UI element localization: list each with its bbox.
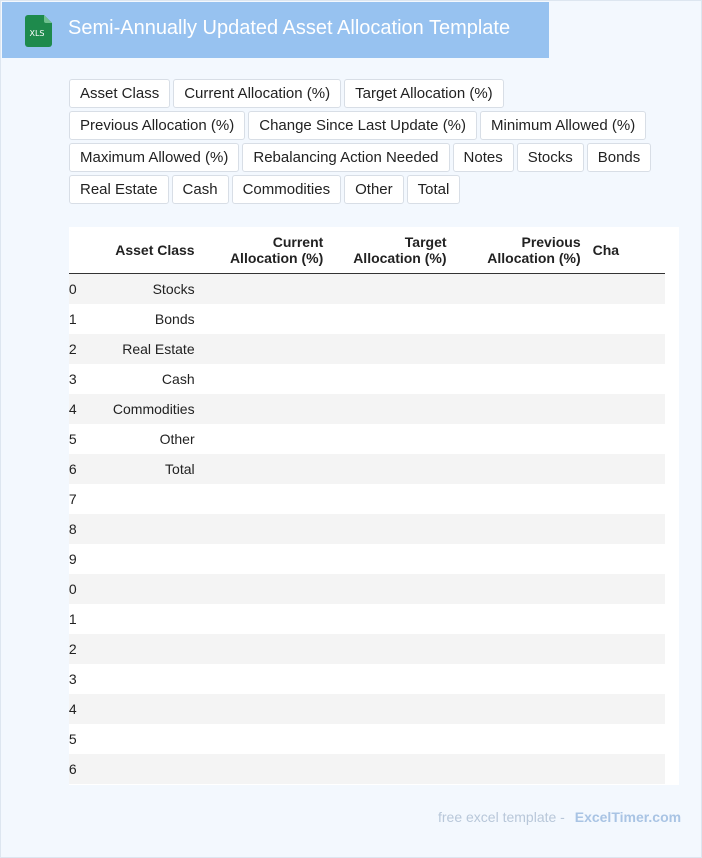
column-tag[interactable]: Maximum Allowed (%) [69, 143, 239, 172]
asset-class-cell [83, 664, 201, 694]
table-cell [329, 514, 452, 544]
row-index-cell: 0 [69, 574, 83, 604]
table-row [69, 574, 665, 604]
asset-class-cell: Cash [83, 364, 201, 394]
asset-class-cell [83, 724, 201, 754]
column-tag[interactable]: Rebalancing Action Needed [242, 143, 449, 172]
table-row [69, 454, 665, 484]
table-cell [587, 574, 665, 604]
table-cell [329, 424, 452, 454]
row-index-cell: 6 [69, 454, 83, 484]
table-cell [329, 604, 452, 634]
table-cell [587, 634, 665, 664]
asset-class-cell [83, 604, 201, 634]
table-cell [201, 273, 330, 304]
table-cell [453, 694, 587, 724]
table-cell [201, 304, 330, 334]
row-index-cell: 0 [69, 273, 83, 304]
table-cell [329, 454, 452, 484]
table-cell [329, 364, 452, 394]
table-row [69, 664, 665, 694]
table-cell [587, 424, 665, 454]
table-cell [587, 664, 665, 694]
table-row [69, 364, 665, 394]
table-row [69, 334, 665, 364]
asset-class-cell: Bonds [83, 304, 201, 334]
table-cell [453, 604, 587, 634]
column-tag[interactable]: Bonds [587, 143, 652, 172]
table-cell [587, 394, 665, 424]
table-cell [201, 394, 330, 424]
asset-class-cell [83, 484, 201, 514]
table-cell [201, 724, 330, 754]
table-cell [587, 604, 665, 634]
asset-class-cell [83, 544, 201, 574]
column-header: Cha [587, 227, 665, 273]
table-cell [201, 544, 330, 574]
column-tag[interactable]: Notes [453, 143, 514, 172]
table-cell [453, 394, 587, 424]
table-cell [201, 514, 330, 544]
table-row [69, 754, 665, 784]
data-table-viewport[interactable] [69, 227, 679, 785]
row-index-cell: 4 [69, 394, 83, 424]
footer-brand-link[interactable]: ExcelTimer.com [574, 809, 682, 825]
table-cell [453, 334, 587, 364]
asset-class-cell: Other [83, 424, 201, 454]
column-tag[interactable]: Asset Class [69, 79, 170, 108]
column-tag[interactable]: Previous Allocation (%) [69, 111, 245, 140]
column-header: Previous Allocation (%) [453, 227, 587, 273]
column-tag[interactable]: Current Allocation (%) [173, 79, 341, 108]
table-cell [329, 334, 452, 364]
table-cell [587, 273, 665, 304]
column-tag[interactable]: Real Estate [69, 175, 169, 204]
asset-class-cell [83, 694, 201, 724]
table-cell [201, 634, 330, 664]
table-row [69, 394, 665, 424]
table-cell [453, 514, 587, 544]
row-index-cell: 1 [69, 304, 83, 334]
table-cell [587, 484, 665, 514]
row-index-cell: 7 [69, 484, 83, 514]
row-index-cell: 1 [69, 604, 83, 634]
table-row [69, 514, 665, 544]
table-cell [329, 694, 452, 724]
table-cell [453, 304, 587, 334]
table-cell [453, 484, 587, 514]
asset-class-cell: Commodities [83, 394, 201, 424]
table-row [69, 273, 665, 304]
column-tag[interactable]: Commodities [232, 175, 342, 204]
table-row [69, 634, 665, 664]
table-row [69, 424, 665, 454]
asset-class-cell [83, 514, 201, 544]
page-title: Semi-Annually Updated Asset Allocation Template [68, 17, 511, 39]
table-cell [201, 424, 330, 454]
table-cell [587, 304, 665, 334]
table-cell [329, 394, 452, 424]
table-cell [329, 634, 452, 664]
column-header: Current Allocation (%) [201, 227, 330, 273]
table-cell [587, 754, 665, 784]
table-cell [587, 724, 665, 754]
column-tag[interactable]: Target Allocation (%) [344, 79, 504, 108]
asset-class-cell [83, 574, 201, 604]
table-row [69, 544, 665, 574]
table-cell [587, 514, 665, 544]
table-cell [201, 694, 330, 724]
table-cell [201, 364, 330, 394]
title-banner [2, 2, 549, 58]
table-cell [201, 454, 330, 484]
table-cell [453, 454, 587, 484]
table-cell [453, 424, 587, 454]
table-cell [587, 694, 665, 724]
xls-file-icon [24, 15, 52, 47]
table-cell [201, 604, 330, 634]
column-tag[interactable]: Minimum Allowed (%) [480, 111, 646, 140]
row-index-cell: 4 [69, 694, 83, 724]
column-tag[interactable]: Other [344, 175, 404, 204]
table-cell [453, 664, 587, 694]
footer-prefix: free excel template - [438, 809, 565, 825]
asset-class-cell [83, 634, 201, 664]
table-cell [587, 544, 665, 574]
xls-icon-label: XLS [29, 29, 45, 38]
table-cell [329, 273, 452, 304]
table-cell [201, 664, 330, 694]
table-cell [587, 454, 665, 484]
table-row [69, 724, 665, 754]
asset-class-cell: Stocks [83, 273, 201, 304]
table-row [69, 694, 665, 724]
asset-class-cell: Real Estate [83, 334, 201, 364]
table-row [69, 304, 665, 334]
table-cell [587, 364, 665, 394]
table-cell [329, 724, 452, 754]
table-cell [453, 273, 587, 304]
row-index-cell: 2 [69, 634, 83, 664]
row-index-cell: 8 [69, 514, 83, 544]
table-cell [329, 574, 452, 604]
table-cell [329, 484, 452, 514]
table-cell [329, 664, 452, 694]
column-tag[interactable]: Change Since Last Update (%) [248, 111, 477, 140]
asset-class-cell: Total [83, 454, 201, 484]
row-index-cell: 5 [69, 424, 83, 454]
table-cell [453, 574, 587, 604]
row-index-cell: 3 [69, 664, 83, 694]
table-cell [329, 304, 452, 334]
row-index-cell: 3 [69, 364, 83, 394]
table-cell [201, 754, 330, 784]
table-cell [201, 574, 330, 604]
table-cell [453, 754, 587, 784]
column-tag[interactable]: Cash [172, 175, 229, 204]
table-cell [201, 334, 330, 364]
asset-class-cell [83, 754, 201, 784]
column-tag[interactable]: Total [407, 175, 461, 204]
index-column-header [69, 227, 83, 273]
row-index-cell: 5 [69, 724, 83, 754]
row-index-cell: 2 [69, 334, 83, 364]
table-cell [453, 634, 587, 664]
table-row [69, 604, 665, 634]
table-cell [453, 364, 587, 394]
table-cell [201, 484, 330, 514]
footer-credit [438, 809, 681, 825]
table-cell [329, 544, 452, 574]
table-cell [587, 334, 665, 364]
table-cell [329, 754, 452, 784]
column-header: Target Allocation (%) [329, 227, 452, 273]
asset-allocation-table [69, 227, 665, 784]
table-header-row [69, 227, 665, 273]
row-index-cell: 9 [69, 544, 83, 574]
table-row [69, 484, 665, 514]
table-cell [453, 544, 587, 574]
table-cell [453, 724, 587, 754]
column-tag-list [69, 79, 685, 207]
column-header: Asset Class [83, 227, 201, 273]
row-index-cell: 6 [69, 754, 83, 784]
column-tag[interactable]: Stocks [517, 143, 584, 172]
